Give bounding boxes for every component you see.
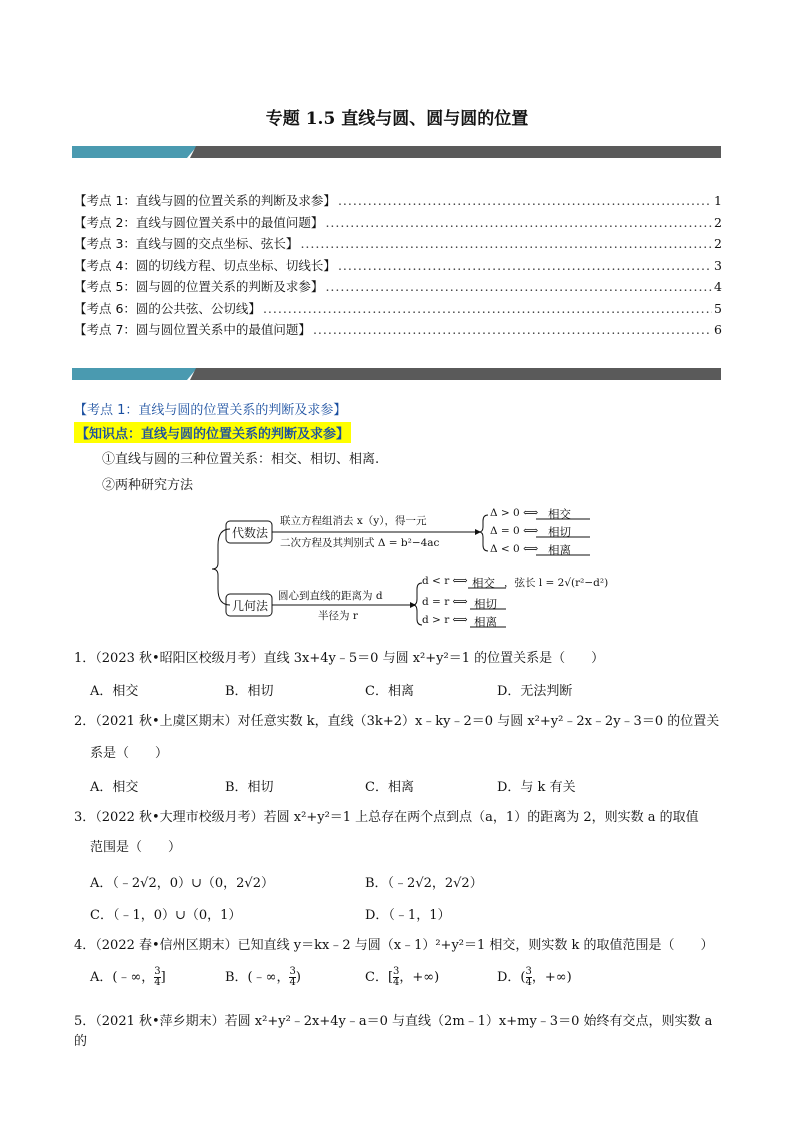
q2-option-b[interactable]: B．相切 (225, 780, 274, 795)
q2-option-c[interactable]: C．相离 (365, 780, 414, 795)
q1-option-c[interactable]: C．相离 (365, 684, 414, 699)
question-2-line-1: 2．（2021 秋•上虞区期末）对任意实数 k，直线（3k+2）x﹣ky﹣2＝0 与圆 x²+y²﹣2x﹣2y﹣3＝0 的位置关 (74, 714, 720, 729)
geo-answer-3: 相离 (474, 615, 497, 629)
q3-option-b[interactable]: B．（﹣2√2，2√2） (365, 876, 483, 891)
geometry-desc-1: 圆心到直线的距离为 d (278, 590, 383, 602)
point-1: ①直线与圆的三种位置关系：相交、相切、相离. (102, 452, 380, 467)
q3-option-c[interactable]: C．（﹣1，0）∪（0，1） (90, 908, 242, 923)
geo-answer-2: 相切 (474, 597, 497, 611)
algebra-desc-1: 联立方程组消去 x（y），得一元 (280, 515, 427, 527)
geo-row-3: d > r ⟺ (422, 614, 468, 626)
q3-option-a[interactable]: A．（﹣2√2，0）∪（0，2√2） (90, 876, 274, 891)
algebra-method-label: 代数法 (232, 526, 269, 540)
q1-option-a[interactable]: A．相交 (90, 684, 139, 699)
toc-item[interactable]: 【考点 4：圆的切线方程、切点坐标、切线长】 ..... 3 (74, 256, 722, 278)
q3-option-d[interactable]: D．（﹣1，1） (365, 908, 451, 923)
q1-option-b[interactable]: B．相切 (225, 684, 274, 699)
geo-row-1: d < r ⟺ (422, 575, 468, 587)
page-title: 专题 1.5 直线与圆、圆与圆的位置 (265, 109, 529, 129)
toc-item[interactable]: 【考点 6：圆的公共弦、公切线】 ..... 5 (74, 299, 722, 321)
alg-row-1: Δ > 0 ⟺ (490, 507, 539, 519)
question-5: 5．（2021 秋•萍乡期末）若圆 x²+y²﹣2x+4y﹣a＝0 与直线（2m﹣1）x+my﹣3＝0 始终有交点，则实数 a 的 (74, 1014, 713, 1049)
alg-row-3: Δ < 0 ⟺ (490, 543, 539, 555)
alg-answer-3: 相离 (548, 543, 571, 557)
question-3-line-1: 3．（2022 秋•大理市校级月考）若圆 x²+y²＝1 上总存在两个点到点（a，1）的距离为 2，则实数 a 的取值 (74, 810, 699, 825)
alg-answer-2: 相切 (548, 525, 571, 539)
geometry-method-label: 几何法 (232, 599, 269, 613)
question-3-line-2: 范围是（ ） (90, 840, 182, 855)
toc-item[interactable]: 【考点 2：直线与圆位置关系中的最值问题】 ..... 2 (74, 213, 722, 235)
section-title: 【考点 1：直线与圆的位置关系的判断及求参】 (74, 403, 347, 418)
q2-option-a[interactable]: A．相交 (90, 780, 139, 795)
question-2-line-2: 系是（ ） (90, 746, 169, 761)
header-band (72, 146, 721, 158)
q4-option-c[interactable]: C．[ $\frac{3}{4}$ ，+∞) (365, 966, 440, 988)
question-4: 4．（2022 春•信州区期末）已知直线 y＝kx﹣2 与圆（x﹣1）²+y²＝1 相交，则实数 k 的取值范围是（ ） (74, 938, 714, 953)
algebra-desc-2: 二次方程及其判别式 Δ = b²−4ac (280, 537, 440, 549)
point-2: ②两种研究方法 (102, 478, 194, 493)
section-band (72, 368, 721, 380)
geo-row-2: d = r ⟺ (422, 596, 468, 608)
toc-item[interactable]: 【考点 7：圆与圆位置关系中的最值问题】 ..... 6 (74, 320, 722, 342)
question-1: 1．（2023 秋•昭阳区校级月考）直线 3x+4y﹣5＝0 与圆 x²+y²＝1 的位置关系是（ ） (74, 651, 605, 666)
q4-option-d[interactable]: D．( $\frac{3}{4}$ ，+∞) (497, 966, 572, 988)
table-of-contents (74, 191, 722, 342)
geometry-desc-2: 半径为 r (318, 610, 358, 622)
toc-item[interactable]: 【考点 3：直线与圆的交点坐标、弦长】 ..... 2 (74, 234, 722, 256)
q1-option-d[interactable]: D．无法判断 (497, 684, 573, 699)
knowledge-point-label: 【知识点：直线与圆的位置关系的判断及求参】 (74, 422, 351, 443)
q2-option-d[interactable]: D．与 k 有关 (497, 780, 576, 795)
alg-row-2: Δ = 0 ⟺ (490, 525, 539, 537)
chord-formula: ，弦长 l = 2√(r²−d²) (504, 577, 609, 589)
geo-answer-1: 相交 (472, 576, 495, 590)
toc-item[interactable]: 【考点 5：圆与圆的位置关系的判断及求参】 ..... 4 (74, 277, 722, 299)
methods-diagram (210, 505, 610, 633)
alg-answer-1: 相交 (548, 507, 571, 521)
q4-option-a[interactable]: A．(﹣∞， $\frac{3}{4}$ ] (90, 966, 166, 988)
toc-item[interactable]: 【考点 1：直线与圆的位置关系的判断及求参】 ..... 1 (74, 191, 722, 213)
q4-option-b[interactable]: B．(﹣∞， $\frac{3}{4}$ ) (225, 966, 301, 988)
